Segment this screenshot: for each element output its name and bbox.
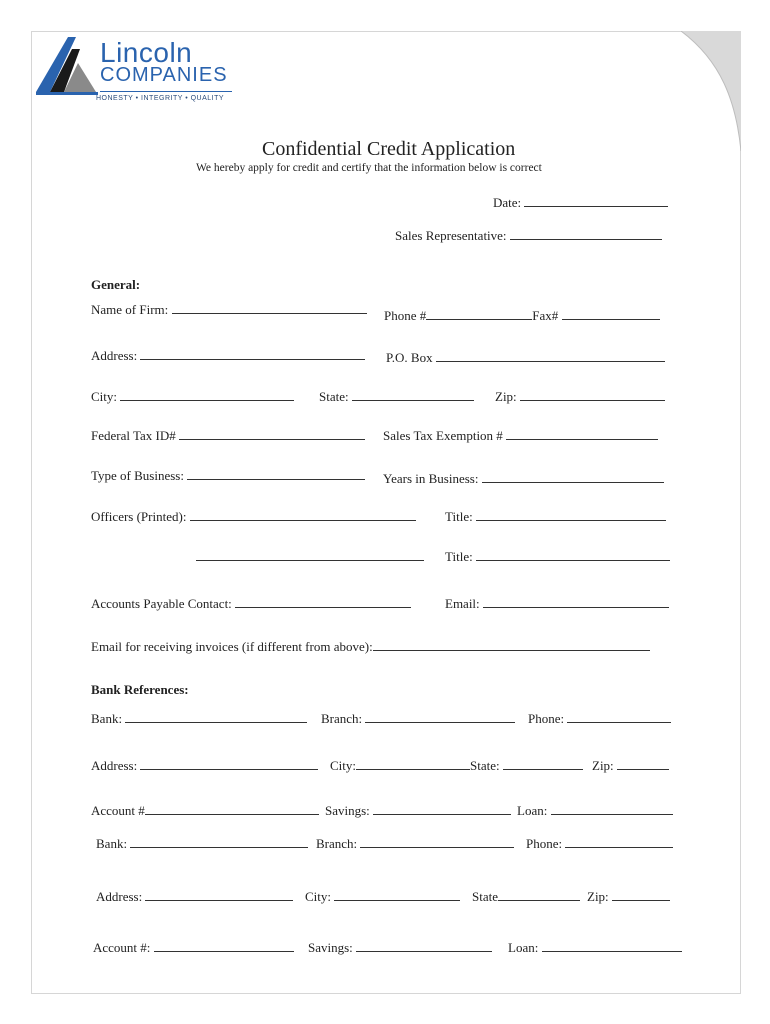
officer-title-1-field[interactable] — [445, 508, 666, 525]
phone-2-field[interactable] — [526, 835, 673, 852]
account-1-field[interactable] — [91, 802, 319, 819]
general-heading: General: — [91, 277, 141, 292]
form-subtitle: We hereby apply for credit and certify that the information below is correct — [196, 162, 542, 174]
business-type-line[interactable] — [187, 467, 365, 480]
state-field[interactable] — [319, 388, 474, 405]
po-box-line[interactable] — [436, 349, 665, 362]
bank-zip-2-label: Zip: — [587, 889, 609, 904]
page-curl-decoration — [681, 31, 741, 151]
date-field[interactable] — [493, 194, 668, 211]
date-line[interactable] — [524, 194, 668, 207]
savings-2-line[interactable] — [356, 939, 492, 952]
bank-zip-2-field[interactable] — [587, 888, 670, 905]
ap-contact-field[interactable] — [91, 595, 411, 612]
zip-field[interactable] — [495, 388, 665, 405]
sales-tax-field[interactable] — [383, 427, 658, 444]
address-label: Address: — [91, 348, 138, 363]
bank-1-field[interactable] — [91, 710, 307, 727]
phone-2-label: Phone: — [526, 836, 563, 851]
account-1-label: Account # — [91, 803, 145, 818]
officers-label: Officers (Printed): — [91, 509, 187, 524]
bank-address-1-line[interactable] — [140, 757, 318, 770]
officers-line-2[interactable] — [196, 548, 424, 561]
state-label: State: — [319, 389, 349, 404]
bank-state-1-line[interactable] — [503, 757, 583, 770]
savings-1-line[interactable] — [373, 802, 511, 815]
bank-state-1-label: State: — [470, 758, 500, 773]
bank-address-2-line[interactable] — [145, 888, 293, 901]
savings-1-field[interactable] — [325, 802, 511, 819]
bank-zip-1-field[interactable] — [592, 757, 669, 774]
bank-2-label: Bank: — [96, 836, 128, 851]
branch-2-field[interactable] — [316, 835, 514, 852]
bank-city-2-field[interactable] — [305, 888, 460, 905]
officers-field[interactable] — [91, 508, 416, 525]
phone-1-label: Phone: — [528, 711, 565, 726]
bank-1-line[interactable] — [125, 710, 307, 723]
logo-name-text: Lincoln — [100, 37, 193, 68]
account-2-line[interactable] — [154, 939, 294, 952]
sales-rep-label: Sales Representative: — [395, 228, 507, 243]
branch-1-line[interactable] — [365, 710, 515, 723]
savings-2-label: Savings: — [308, 940, 353, 955]
bank-address-1-field[interactable] — [91, 757, 318, 774]
loan-2-line[interactable] — [542, 939, 682, 952]
ap-contact-line[interactable] — [235, 595, 411, 608]
officers-line-2-field[interactable] — [196, 548, 424, 565]
officer-title-2-line[interactable] — [476, 548, 670, 561]
federal-tax-field[interactable] — [91, 427, 365, 444]
invoice-email-line[interactable] — [373, 638, 650, 651]
bank-city-1-line[interactable] — [356, 757, 470, 770]
branch-2-line[interactable] — [360, 835, 514, 848]
loan-1-label: Loan: — [517, 803, 548, 818]
loan-2-label: Loan: — [508, 940, 539, 955]
phone-label: Phone # — [384, 308, 427, 323]
years-in-business-field[interactable] — [383, 470, 664, 487]
logo-rule — [100, 91, 232, 92]
bank-state-2-field[interactable] — [472, 888, 580, 905]
officer-title-2-label: Title: — [445, 549, 473, 564]
bank-2-field[interactable] — [96, 835, 308, 852]
logo-companies-text: COMPANIES — [100, 64, 228, 86]
firm-name-label: Name of Firm: — [91, 302, 169, 317]
bank-state-2-label: State — [472, 889, 498, 904]
address-field[interactable] — [91, 347, 365, 364]
branch-2-label: Branch: — [316, 836, 358, 851]
bank-address-2-label: Address: — [96, 889, 143, 904]
account-2-field[interactable] — [93, 939, 294, 956]
account-2-label: Account #: — [93, 940, 151, 955]
phone-line[interactable] — [426, 307, 532, 320]
email-line[interactable] — [483, 595, 669, 608]
bank-city-2-label: City: — [305, 889, 332, 904]
phone-1-field[interactable] — [528, 710, 671, 727]
phone-1-line[interactable] — [567, 710, 671, 723]
sales-tax-label: Sales Tax Exemption # — [383, 428, 503, 443]
firm-name-line[interactable] — [172, 301, 367, 314]
fax-label: Fax# — [532, 308, 559, 323]
federal-tax-label: Federal Tax ID# — [91, 428, 176, 443]
date-label: Date: — [493, 195, 522, 210]
phone-fax-field[interactable] — [384, 307, 660, 324]
savings-2-field[interactable] — [308, 939, 492, 956]
bank-2-line[interactable] — [130, 835, 308, 848]
invoice-email-label: Email for receiving invoices (if different from above): — [91, 639, 373, 654]
officer-title-1-label: Title: — [445, 509, 473, 524]
officer-title-1-line[interactable] — [476, 508, 666, 521]
loan-1-line[interactable] — [551, 802, 673, 815]
zip-line[interactable] — [520, 388, 665, 401]
email-field[interactable] — [445, 595, 669, 612]
bank-city-2-line[interactable] — [334, 888, 460, 901]
bank-zip-2-line[interactable] — [612, 888, 670, 901]
years-in-business-line[interactable] — [482, 470, 664, 483]
zip-label: Zip: — [495, 389, 517, 404]
fax-line[interactable] — [562, 307, 660, 320]
officers-line-1[interactable] — [190, 508, 416, 521]
officer-title-2-field[interactable] — [445, 548, 670, 565]
sales-rep-field[interactable] — [395, 227, 662, 244]
bank-city-1-label: City: — [330, 758, 357, 773]
loan-2-field[interactable] — [508, 939, 682, 956]
savings-1-label: Savings: — [325, 803, 370, 818]
po-box-field[interactable] — [386, 349, 665, 366]
business-type-label: Type of Business: — [91, 468, 184, 483]
city-field[interactable] — [91, 388, 294, 405]
bank-city-1-field[interactable] — [330, 757, 583, 774]
bank-address-2-field[interactable] — [96, 888, 293, 905]
bank-address-1-label: Address: — [91, 758, 138, 773]
bank-zip-1-line[interactable] — [617, 757, 669, 770]
ap-contact-label: Accounts Payable Contact: — [91, 596, 232, 611]
bank-zip-1-label: Zip: — [592, 758, 614, 773]
form-title: Confidential Credit Application — [262, 138, 516, 160]
loan-1-field[interactable] — [517, 802, 673, 819]
business-type-field[interactable] — [91, 467, 365, 484]
branch-1-field[interactable] — [321, 710, 515, 727]
years-in-business-label: Years in Business: — [383, 471, 479, 486]
federal-tax-line[interactable] — [179, 427, 365, 440]
bank-references-heading: Bank References: — [91, 682, 189, 697]
address-line[interactable] — [140, 347, 365, 360]
city-line[interactable] — [120, 388, 294, 401]
branch-1-label: Branch: — [321, 711, 363, 726]
sales-rep-line[interactable] — [510, 227, 662, 240]
city-label: City: — [91, 389, 118, 404]
sales-tax-line[interactable] — [506, 427, 658, 440]
po-box-label: P.O. Box — [386, 350, 433, 365]
firm-name-field[interactable] — [91, 301, 367, 318]
invoice-email-field[interactable] — [91, 638, 650, 655]
email-label: Email: — [445, 596, 480, 611]
logo-tagline: HONESTY • INTEGRITY • QUALITY — [96, 95, 225, 102]
bank-state-2-line[interactable] — [498, 888, 580, 901]
account-1-line[interactable] — [145, 802, 319, 815]
phone-2-line[interactable] — [565, 835, 673, 848]
bank-1-label: Bank: — [91, 711, 123, 726]
state-line[interactable] — [352, 388, 474, 401]
